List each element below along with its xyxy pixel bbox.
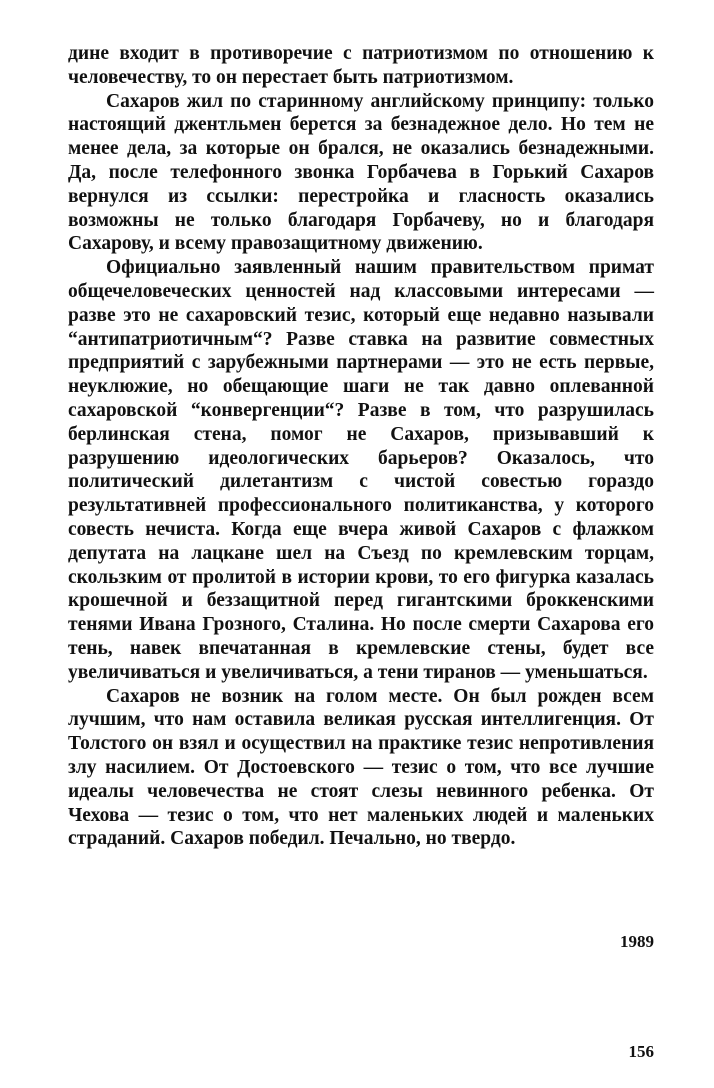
paragraph-1: дине входит в противоречие с патриотизмом по отношению к человечеству, то он перестает быть патриотизмом.: [68, 43, 654, 88]
paragraph-3: Официально заявленный нашим правительством примат общечеловеческих ценностей над классовыми интересами — разве это не сахаровский тезис, который еще недавно называли “антипатриотичным“? Разве ставка на развитие совместных предприятий с зарубежными партнерами — это не есть первые, неуклюжие, но обещающие шаги не так давно оплеванной сахаровской “конвергенции“? Разве в том, что разрушилась берлинская стена, помог не Сахаров, призывавший к разрушению идеологических барьеров? Оказалось, что политический дилетантизм с чистой совестью гораздо результативней профессионального политиканства, у которого совесть нечиста. Когда еще вчера живой Сахаров с флажком депутата на лацкане шел на Съезд по кремлевским торцам, скользким от пролитой в истории крови, то его фигурка казалась крошечной и беззащитной перед гигантскими броккенскими тенями Ивана Грозного, Сталина. Но после смерти Сахарова его тень, навек впечатанная в кремлевские стены, будет все увеличиваться и увеличиваться, а тени тиранов — уменьшаться.: [68, 257, 654, 683]
essay-year: 1989: [620, 932, 654, 951]
paragraph-4: Сахаров не возник на голом месте. Он был рожден всем лучшим, что нам оставила великая русская интеллигенция. От Толстого он взял и осуществил на практике тезис непротивления злу насилием. От Достоевского — тезис о том, что все лучшие идеалы человечества не стоят слезы невинного ребенка. От Чехова — тезис о том, что нет маленьких людей и маленьких страданий. Сахаров победил. Печально, но твердо.: [68, 685, 654, 850]
page-body: [68, 42, 654, 851]
page-number: 156: [628, 1042, 654, 1061]
paragraph-2: Сахаров жил по старинному английскому принципу: только настоящий джентльмен берется за безнадежное дело. Но тем не менее дела, за которые он брался, не оказались безнадежными. Да, после телефонного звонка Горбачева в Горький Сахаров вернулся из ссылки: перестройка и гласность оказались возможны не только благодаря Горбачеву, но и благодаря Сахарову, и всему правозащитному движению.: [68, 90, 654, 255]
